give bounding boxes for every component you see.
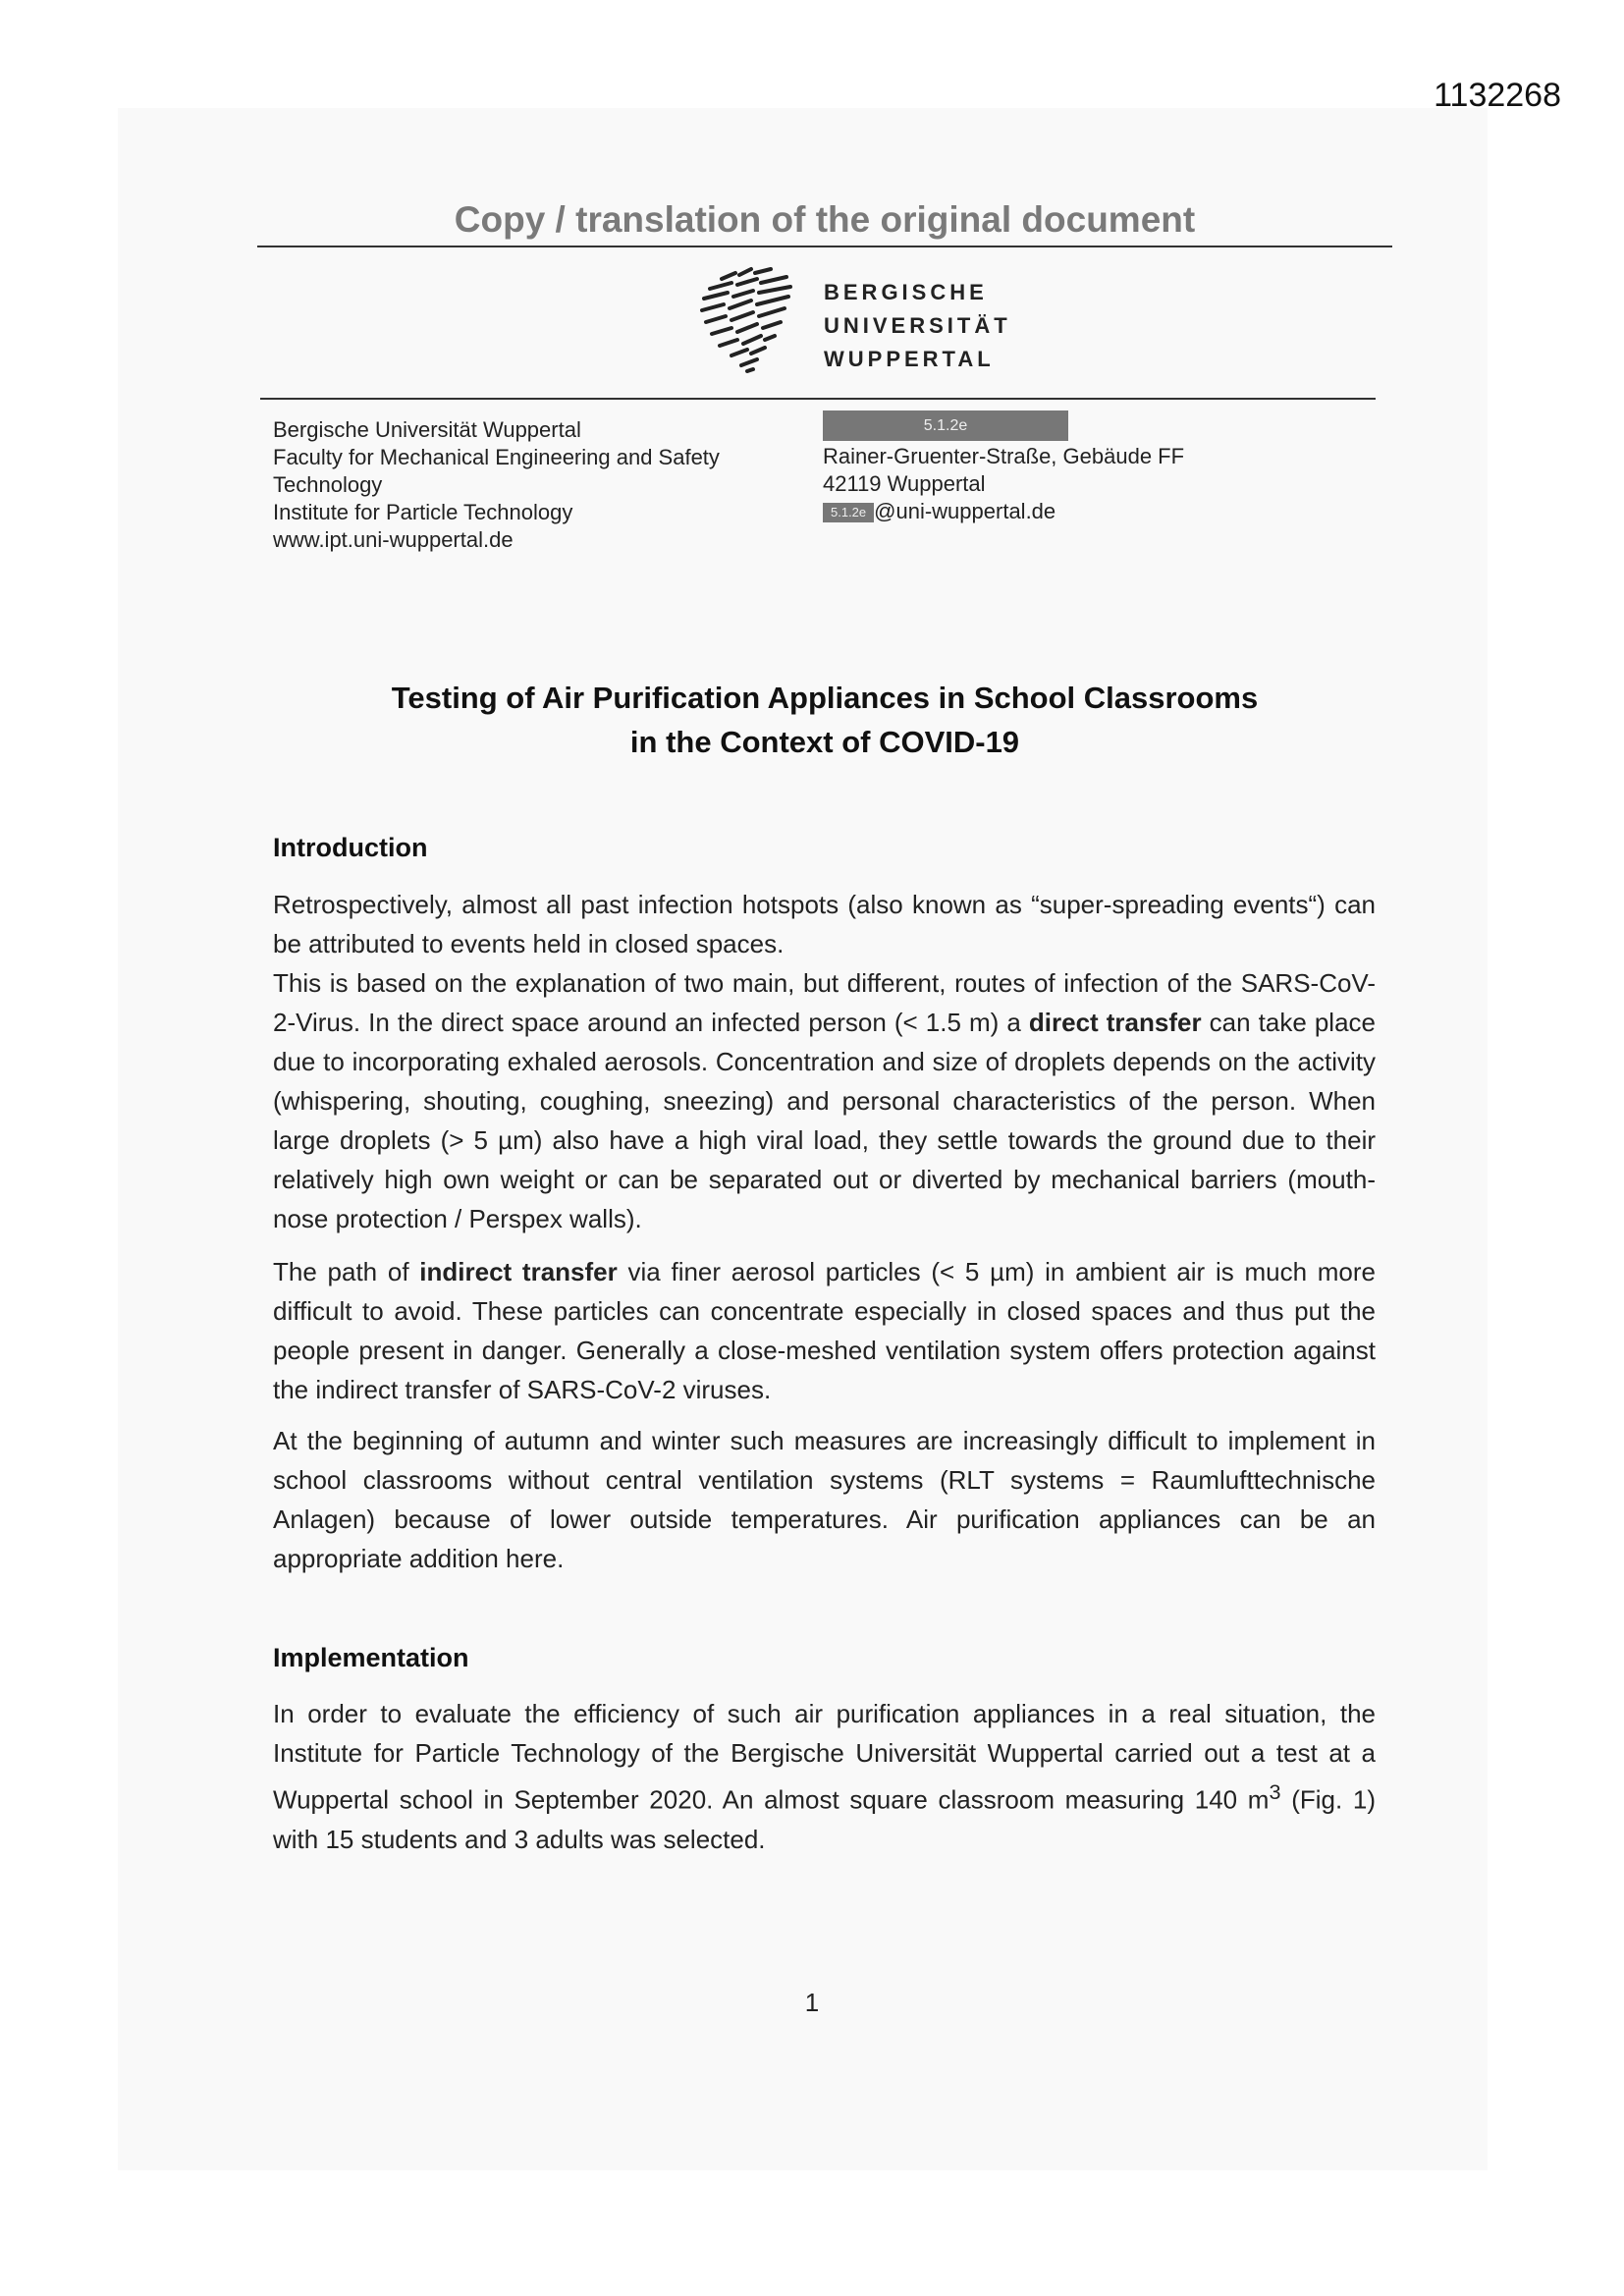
address-line: Faculty for Mechanical Engineering and Safety xyxy=(273,445,720,469)
text-run: can take place due to incorporating exhaled aerosols. Concentration and size of droplets depends on the activity (whispering, shouting, coughing, sneezing) and personal characteristics of the person. When large droplets (> 5 µm) also have a high viral load, they settle towards the ground due to their relatively high own weight or can be separated out or diverted by mechanical barriers (mouth-nose protection / Perspex walls). xyxy=(273,1008,1376,1233)
header-divider xyxy=(257,246,1392,247)
address-line: Institute for Particle Technology xyxy=(273,500,573,524)
text-run: (Fig. 1) with 15 students and 3 adults was selected. xyxy=(273,1784,1376,1854)
redacted-email-user: 5.1.2e xyxy=(823,503,874,522)
intro-paragraph-1: Retrospectively, almost all past infection hotspots (also known as “super-spreading events“) can be attributed to events held in closed spaces. xyxy=(273,890,1376,958)
superscript: 3 xyxy=(1269,1779,1281,1804)
implementation-paragraph xyxy=(273,1694,1376,1859)
logo-line: UNIVERSITÄT xyxy=(824,313,1011,338)
emphasis-indirect-transfer: indirect transfer xyxy=(419,1257,618,1286)
copy-notice-title: Copy / translation of the original document xyxy=(454,199,1196,240)
emphasis-direct-transfer: direct transfer xyxy=(1028,1008,1202,1037)
document-title xyxy=(257,676,1392,764)
email-domain: @uni-wuppertal.de xyxy=(874,499,1056,523)
city-line: 42119 Wuppertal xyxy=(823,471,986,496)
text-run: This is based on the explanation of two main, but different, routes of infection of the SARS-CoV-2-Virus. In the direct space around an infected person (< 1.5 m) a xyxy=(273,968,1376,1037)
university-eagle-logo-icon xyxy=(692,265,802,375)
street-line: Rainer-Gruenter-Straße, Gebäude FF xyxy=(823,444,1185,468)
page-number: 1 xyxy=(804,1988,820,2017)
title-line-1: Testing of Air Purification Appliances in School Classrooms xyxy=(391,681,1259,715)
address-link[interactable]: www.ipt.uni-wuppertal.de xyxy=(273,527,514,552)
address-line: Bergische Universität Wuppertal xyxy=(273,417,581,442)
logo-line: WUPPERTAL xyxy=(824,347,995,371)
intro-paragraph-4: At the beginning of autumn and winter such measures are increasingly difficult to implement in school classrooms without central ventilation systems (RLT systems = Raumlufttechnische Anlagen) because of lower outside temperatures. Air purification appliances can be an appropriate addition here. xyxy=(273,1426,1376,1573)
logo-line: BERGISCHE xyxy=(824,280,988,304)
contact-address xyxy=(823,410,1184,525)
title-line-2: in the Context of COVID-19 xyxy=(629,725,1020,759)
text-run: The path of xyxy=(273,1257,420,1286)
intro-paragraph-3 xyxy=(273,1252,1376,1409)
text-run: via finer aerosol particles (< 5 µm) in ambient air is much more difficult to avoid. These particles can concentrate especially in closed spaces and thus put the people present in danger. Generally a close-meshed ventilation system offers protection against the indirect transfer of SARS-CoV-2 viruses. xyxy=(273,1257,1377,1404)
intro-paragraph-2 xyxy=(273,963,1376,1238)
document-number: 1132268 xyxy=(1434,77,1561,114)
redacted-name: 5.1.2e xyxy=(823,410,1068,441)
sender-address xyxy=(273,416,720,554)
university-logo-text xyxy=(824,276,1011,376)
address-divider xyxy=(260,398,1376,400)
implementation-heading: Implementation xyxy=(273,1643,469,1672)
address-line: Technology xyxy=(273,472,383,497)
email-line xyxy=(823,498,1184,525)
text-run: In order to evaluate the efficiency of such air purification appliances in a real situation, the Institute for Particle Technology of the Bergische Universität Wuppertal carried out a test at a Wuppertal school in September 2020. An almost square classroom measuring 140 m xyxy=(273,1699,1376,1815)
introduction-heading: Introduction xyxy=(273,833,428,862)
